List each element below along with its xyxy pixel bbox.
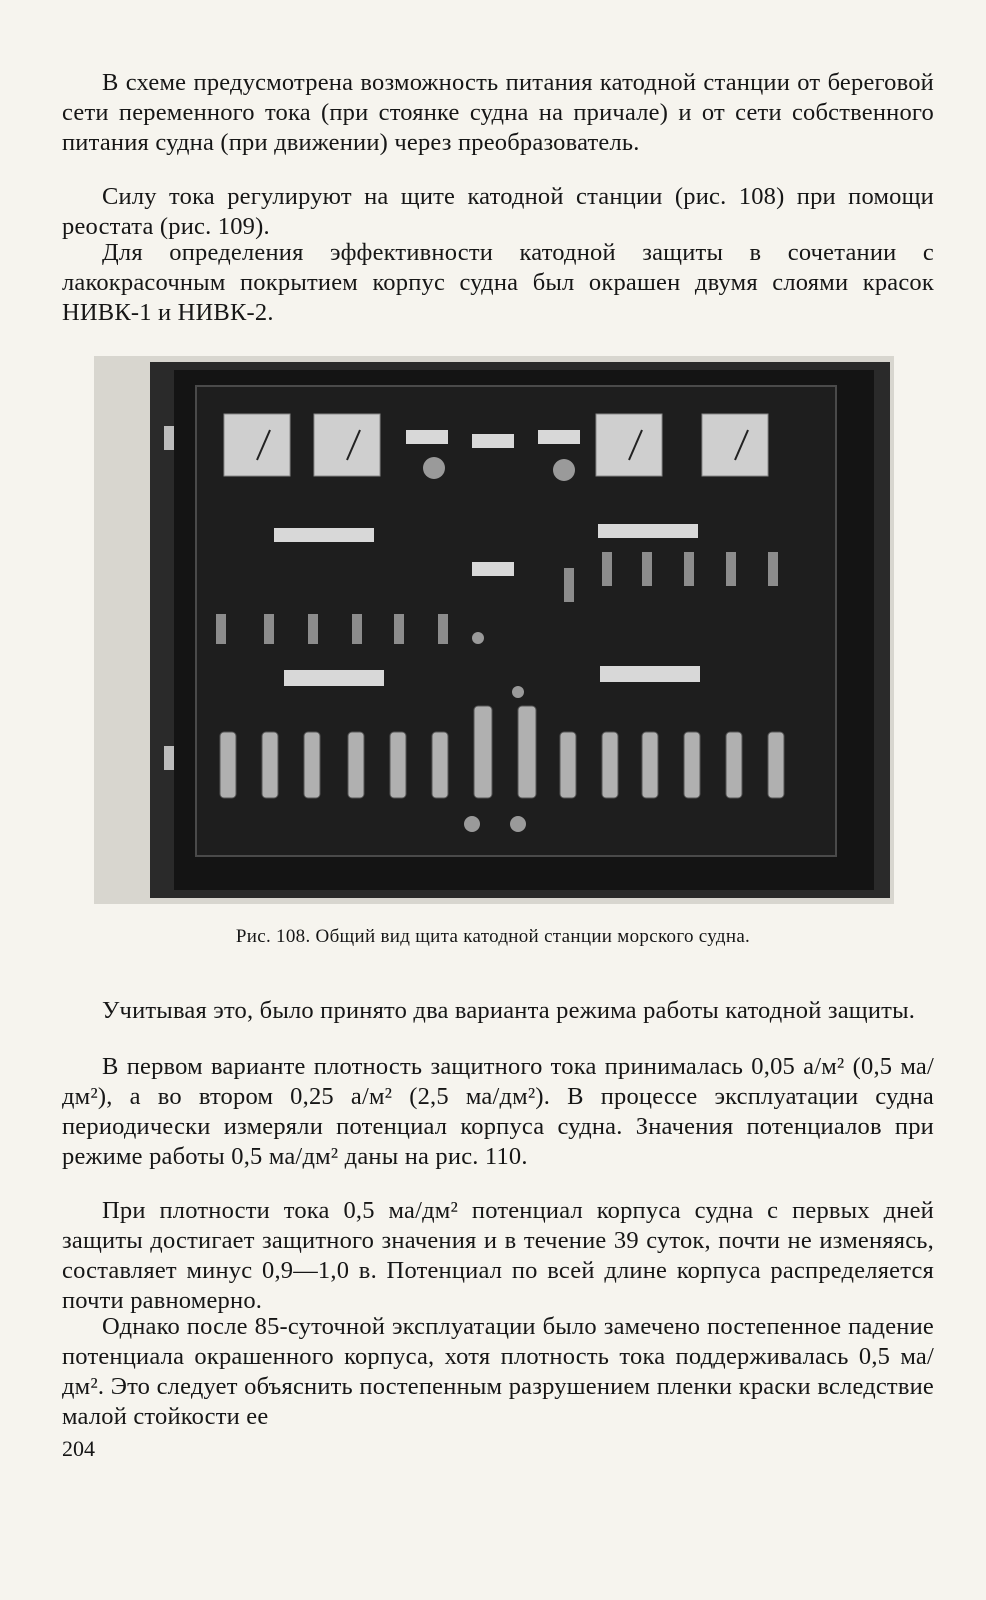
figure-caption: Рис. 108. Общий вид щита катодной станции морского судна.	[235, 926, 751, 947]
paragraph-potential-drop: Однако после 85-суточной эксплуатации было замечено постепенное падение потенциала окрашенного корпуса, хотя плотность тока поддерживалась 0,5 ма/дм². Это следует объяснить постепенным разрушением пленки краски вследствие малой стойкости ее	[62, 1313, 934, 1430]
paragraph-current-regulation: Силу тока регулируют на щите катодной станции (рис. 108) при помощи реостата (рис. 109).	[62, 183, 934, 240]
paragraph-potential-values: При плотности тока 0,5 ма/дм² потенциал корпуса судна с первых дней защиты достигает защитного значения и в течение 39 суток, почти не изменяясь, составляет минус 0,9—1,0 в. Потенциал по всей длине корпуса распределяется почти равномерно.	[62, 1197, 934, 1314]
cathodic-station-panel-icon	[94, 356, 894, 904]
paragraph-two-modes: Учитывая это, было принято два варианта режима работы катодной защиты.	[102, 997, 916, 1024]
paragraph-paint-coating: Для определения эффективности катодной защиты в сочетании с лакокрасочным покрытием корпус судна был окрашен двумя слоями красок НИВК-1 и НИВК-2.	[62, 239, 934, 326]
figure-photo	[94, 356, 894, 904]
paragraph-current-density: В первом варианте плотность защитного тока принималась 0,05 а/м² (0,5 ма/дм²), а во втором 0,25 а/м² (2,5 ма/дм²). В процессе эксплуатации судна периодически измеряли потенциал корпуса судна. Значения потенциалов при режиме работы 0,5 ма/дм² даны на рис. 110.	[62, 1053, 934, 1170]
page-number: 204	[62, 1436, 95, 1461]
paragraph-power-supply: В схеме предусмотрена возможность питания катодной станции от береговой сети переменного тока (при стоянке судна на причале) и от сети собственного питания судна (при движении) через преобразователь.	[62, 69, 934, 156]
